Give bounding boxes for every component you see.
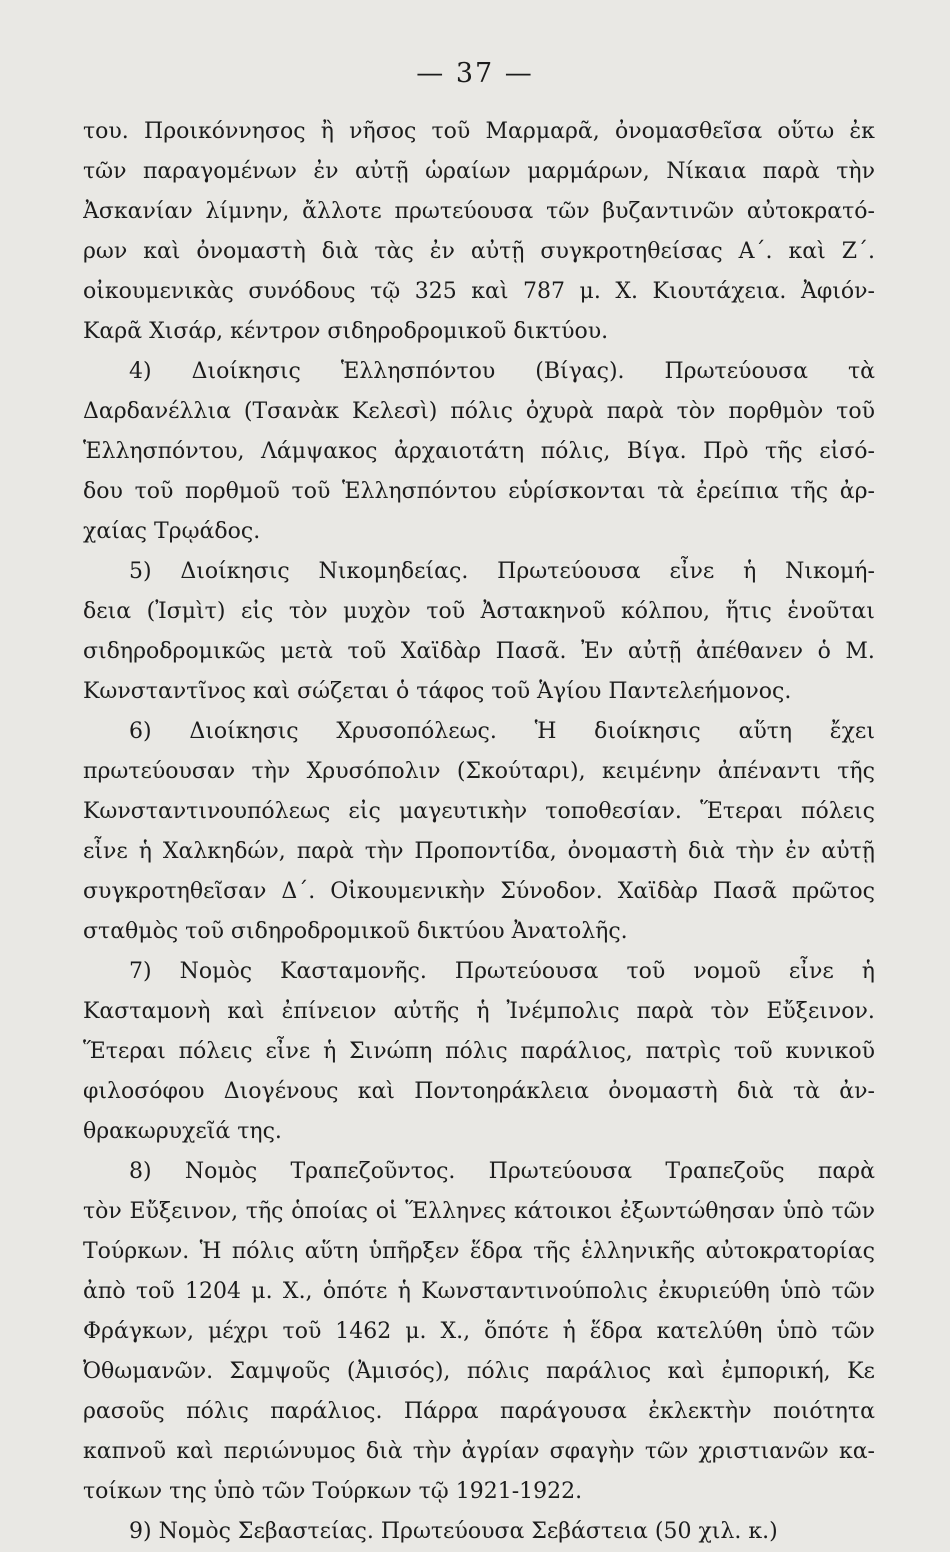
text-line: 4) Διοίκησις Ἑλλησπόντου (Βίγας). Πρωτεύουσα τὰ (129, 359, 875, 384)
text-line: 6) Διοίκησις Χρυσοπόλεως. Ἡ διοίκησις αὕτη ἔχει (129, 719, 875, 744)
text-line: Κασταμονὴ καὶ ἐπίνειον αὐτῆς ἡ Ἰνέμπολις παρὰ τὸν Εὔξεινον. (83, 999, 875, 1024)
text-line: ἀπὸ τοῦ 1204 μ. Χ., ὁπότε ἡ Κωνσταντινούπολις ἐκυριεύθη ὑπὸ τῶν (83, 1279, 875, 1304)
text-line: Ἀσκανίαν λίμνην, ἄλλοτε πρωτεύουσα τῶν βυζαντινῶν αὐτοκρατό- (83, 199, 875, 224)
text-line: πρωτεύουσαν τὴν Χρυσόπολιν (Σκούταρι), κειμένην ἀπέναντι τῆς (83, 759, 875, 784)
text-line: 9) Νομὸς Σεβαστείας. Πρωτεύουσα Σεβάστεια (50 χιλ. κ.) (129, 1519, 778, 1544)
text-line: Δαρδανέλλια (Τσανὰκ Κελεσὶ) πόλις ὀχυρὰ παρὰ τὸν πορθμὸν τοῦ (83, 399, 875, 424)
body-text (83, 112, 875, 1552)
text-line: του. Προικόννησος ἢ νῆσος τοῦ Μαρμαρᾶ, ὀνομασθεῖσα οὕτω ἐκ (83, 119, 875, 144)
text-line: 8) Νομὸς Τραπεζοῦντος. Πρωτεύουσα Τραπεζοῦς παρὰ (129, 1159, 875, 1184)
text-line: τῶν παραγομένων ἐν αὐτῇ ὡραίων μαρμάρων, Νίκαια παρὰ τὴν (83, 159, 875, 184)
text-line: τὸν Εὔξεινον, τῆς ὁποίας οἱ Ἕλληνες κάτοικοι ἐξωντώθησαν ὑπὸ τῶν (83, 1199, 875, 1224)
page-number: — 37 — (416, 58, 534, 89)
text-line: Κωνσταντινουπόλεως εἰς μαγευτικὴν τοποθεσίαν. Ἕτεραι πόλεις (83, 799, 875, 824)
text-line: σταθμὸς τοῦ σιδηροδρομικοῦ δικτύου Ἀνατολῆς. (83, 919, 628, 944)
text-line: 7) Νομὸς Κασταμονῆς. Πρωτεύουσα τοῦ νομοῦ εἶνε ἡ (129, 959, 875, 984)
text-line: χαίας Τρῳάδος. (83, 519, 261, 544)
text-line: σιδηροδρομικῶς μετὰ τοῦ Χαϊδὰρ Πασᾶ. Ἐν αὐτῇ ἀπέθανεν ὁ Μ. (83, 639, 875, 664)
text-line: οἰκουμενικὰς συνόδους τῷ 325 καὶ 787 μ. Χ. Κιουτάχεια. Ἀφιόν- (83, 279, 875, 304)
text-line: εἶνε ἡ Χαλκηδών, παρὰ τὴν Προποντίδα, ὀνομαστὴ διὰ τὴν ἐν αὐτῇ (83, 839, 875, 864)
text-line: Καρᾶ Χισάρ, κέντρον σιδηροδρομικοῦ δικτύου. (83, 319, 609, 344)
text-line: ρων καὶ ὀνομαστὴ διὰ τὰς ἐν αὐτῇ συγκροτηθείσας Α΄. καὶ Ζ΄. (83, 239, 875, 264)
text-line: συγκροτηθεῖσαν Δ΄. Οἰκουμενικὴν Σύνοδον. Χαϊδὰρ Πασᾶ πρῶτος (83, 879, 875, 904)
text-line: Κωνσταντῖνος καὶ σώζεται ὁ τάφος τοῦ Ἁγίου Παντελεήμονος. (83, 679, 792, 704)
text-line: καπνοῦ καὶ περιώνυμος διὰ τὴν ἀγρίαν σφαγὴν τῶν χριστιανῶν κα- (83, 1439, 875, 1464)
text-line: ρασοῦς πόλις παράλιος. Πάρρα παράγουσα ἐκλεκτὴν ποιότητα (83, 1399, 875, 1424)
text-line: Ἑλλησπόντου, Λάμψακος ἀρχαιοτάτη πόλις, Βίγα. Πρὸ τῆς εἰσό- (83, 439, 875, 464)
text-line: Ἕτεραι πόλεις εἶνε ἡ Σινώπη πόλις παράλιος, πατρὶς τοῦ κυνικοῦ (83, 1039, 875, 1064)
text-line: Ὀθωμανῶν. Σαμψοῦς (Ἀμισός), πόλις παράλιος καὶ ἐμπορική, Κε (83, 1359, 875, 1384)
text-line: τοίκων της ὑπὸ τῶν Τούρκων τῷ 1921-1922. (83, 1479, 583, 1504)
text-line: Τούρκων. Ἡ πόλις αὕτη ὑπῆρξεν ἕδρα τῆς ἑλληνικῆς αὐτοκρατορίας (83, 1239, 875, 1264)
text-line: δου τοῦ πορθμοῦ τοῦ Ἑλλησπόντου εὑρίσκονται τὰ ἐρείπια τῆς ἀρ- (83, 479, 875, 504)
text-line: 5) Διοίκησις Νικομηδείας. Πρωτεύουσα εἶνε ἡ Νικομή- (129, 559, 875, 584)
text-line: θρακωρυχεῖά της. (83, 1119, 282, 1144)
text-line: δεια (Ἰσμὶτ) εἰς τὸν μυχὸν τοῦ Ἀστακηνοῦ κόλπου, ἥτις ἑνοῦται (83, 599, 875, 624)
text-line: Φράγκων, μέχρι τοῦ 1462 μ. Χ., ὅπότε ἡ ἕδρα κατελύθη ὑπὸ τῶν (83, 1319, 875, 1344)
text-line: φιλοσόφου Διογένους καὶ Ποντοηράκλεια ὀνομαστὴ διὰ τὰ ἀν- (83, 1079, 875, 1104)
